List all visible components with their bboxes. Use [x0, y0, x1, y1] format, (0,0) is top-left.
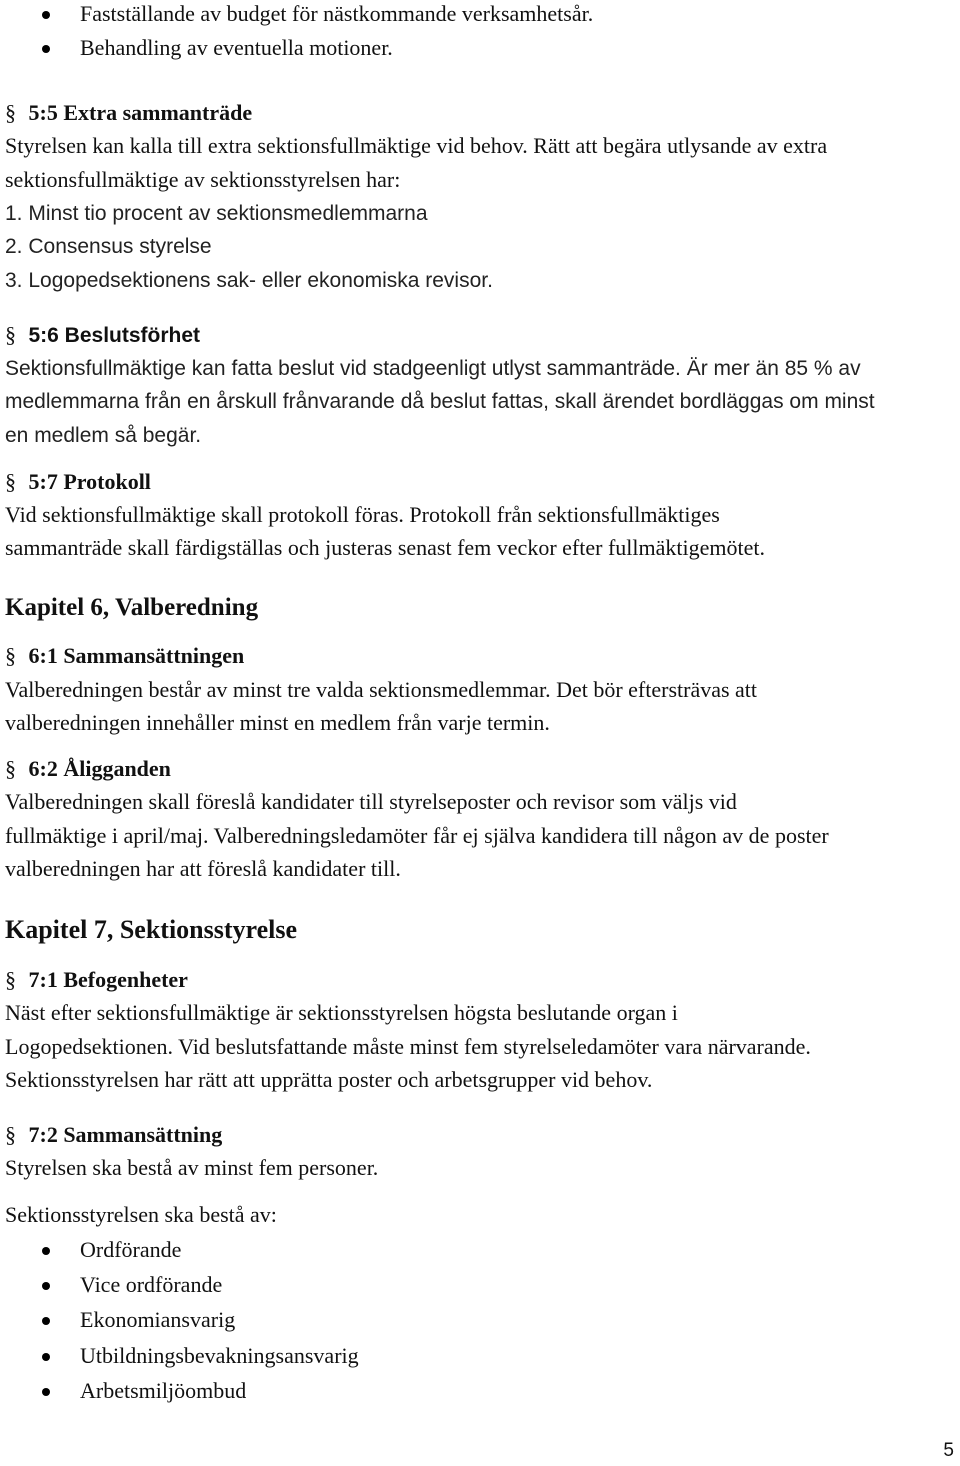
- paragraph-line: Näst efter sektionsfullmäktige är sektionsstyrelsen högsta beslutande organ i: [5, 1000, 678, 1025]
- paragraph-line: Vid sektionsfullmäktige skall protokoll föras. Protokoll från sektionsfullmäktiges: [5, 502, 720, 527]
- paragraph-line: fullmäktige i april/maj. Valberedningsledamöter får ej själva kandidera till någon av de poster: [5, 823, 829, 848]
- paragraph-line: valberedningen har att föreslå kandidater till.: [5, 856, 401, 881]
- list-intro: Sektionsstyrelsen ska bestå av:: [5, 1202, 277, 1227]
- paragraph-line: Valberedningen består av minst tre valda sektionsmedlemmar. Det bör eftersträvas att: [5, 677, 758, 702]
- paragraph-line: Valberedningen skall föreslå kandidater till styrelseposter och revisor som väljs vid: [5, 789, 737, 814]
- list-item: Behandling av eventuella motioner.: [80, 31, 393, 64]
- list-item: Arbetsmiljöombud: [80, 1374, 246, 1407]
- section-heading-label: 7:1 Befogenheter: [28, 967, 188, 992]
- page-number: 5: [943, 1440, 954, 1461]
- section-heading-5-6: [5, 318, 200, 352]
- paragraph-line: Sektionsstyrelsen har rätt att upprätta poster och arbetsgrupper vid behov.: [5, 1067, 653, 1092]
- section-sign-icon: §: [5, 643, 16, 668]
- section-sign-icon: §: [5, 100, 16, 125]
- section-sign-icon: §: [5, 1122, 16, 1147]
- paragraph-line: sektionsfullmäktige av sektionsstyrelsen har:: [5, 167, 401, 192]
- paragraph-line: Styrelsen kan kalla till extra sektionsfullmäktige vid behov. Rätt att begära utlysande av extra: [5, 133, 828, 158]
- section-heading-6-1: [5, 639, 244, 672]
- section-heading-7-1: [5, 963, 188, 996]
- list-item: Vice ordförande: [80, 1268, 222, 1301]
- paragraph-line: Logopedsektionen. Vid beslutsfattande måste minst fem styrelseledamöter vara närvarande.: [5, 1034, 811, 1059]
- section-heading-label: 5:6 Beslutsförhet: [28, 324, 201, 347]
- numbered-item: 2. Consensus styrelse: [5, 235, 212, 258]
- list-item: Ekonomiansvarig: [80, 1303, 235, 1336]
- section-sign-icon: §: [5, 469, 16, 494]
- section-heading-5-7: [5, 465, 151, 498]
- section-heading-6-2: [5, 752, 171, 785]
- section-heading-label: 5:7 Protokoll: [28, 469, 151, 494]
- paragraph-line: sammanträde skall färdigställas och justeras senast fem veckor efter fullmäktigemötet.: [5, 535, 765, 560]
- chapter-heading-7: Kapitel 7, Sektionsstyrelse: [5, 915, 298, 944]
- section-heading-label: 6:1 Sammansättningen: [28, 643, 245, 668]
- list-item: Ordförande: [80, 1233, 181, 1266]
- paragraph-line: Sektionsfullmäktige kan fatta beslut vid stadgeenligt utlyst sammanträde. Är mer än 85 % av: [5, 357, 861, 380]
- section-sign-icon: §: [5, 756, 16, 781]
- numbered-item: 3. Logopedsektionens sak- eller ekonomiska revisor.: [5, 269, 493, 292]
- section-heading-label: 7:2 Sammansättning: [28, 1122, 223, 1147]
- section-sign-icon: §: [5, 322, 16, 347]
- numbered-item: 1. Minst tio procent av sektionsmedlemmarna: [5, 202, 428, 225]
- chapter-heading-6: Kapitel 6, Valberedning: [5, 594, 259, 621]
- list-item: Fastställande av budget för nästkommande verksamhetsår.: [80, 0, 593, 30]
- paragraph-line: en medlem så begär.: [5, 424, 202, 447]
- list-item: Utbildningsbevakningsansvarig: [80, 1339, 359, 1372]
- section-heading-label: 6:2 Åligganden: [28, 756, 171, 781]
- section-sign-icon: §: [5, 967, 16, 992]
- paragraph-line: medlemmarna från en årskull frånvarande då beslut fattas, skall ärendet bordläggas om minst: [5, 390, 875, 413]
- paragraph-line: Styrelsen ska bestå av minst fem personer.: [5, 1155, 379, 1180]
- section-heading-7-2: [5, 1118, 222, 1151]
- section-heading-5-5: [5, 96, 252, 129]
- paragraph-line: valberedningen innehåller minst en medlem från varje termin.: [5, 710, 550, 735]
- section-heading-label: 5:5 Extra sammanträde: [28, 100, 253, 125]
